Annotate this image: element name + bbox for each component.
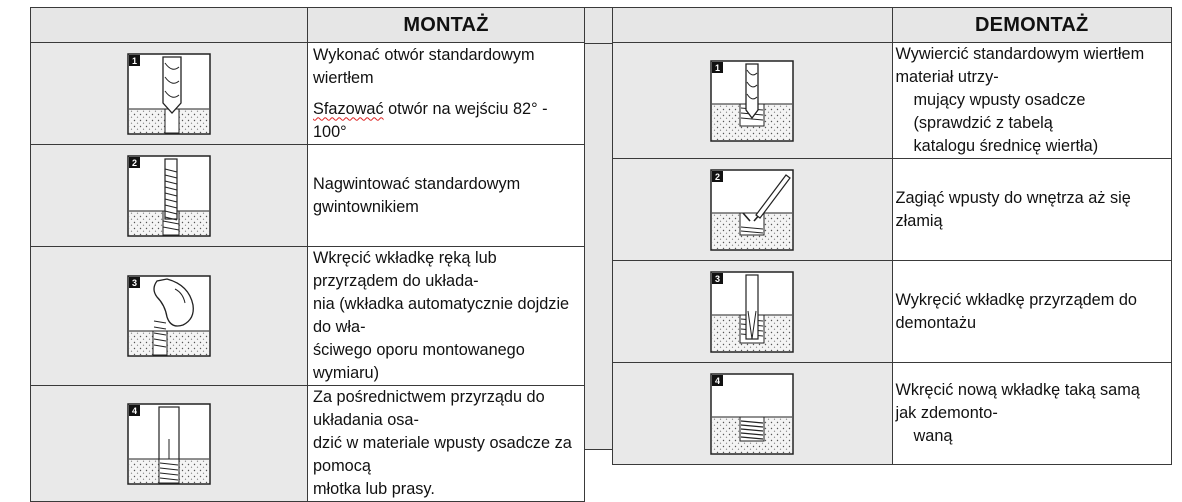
mount-step-4-illustration [31, 386, 308, 502]
svg-text:3: 3 [715, 273, 721, 284]
mount-step-3-text [308, 247, 585, 386]
svg-text:4: 4 [715, 375, 721, 386]
mount-table [30, 7, 585, 502]
demount-step-2-text [892, 159, 1172, 261]
column-separator [585, 7, 612, 450]
bend-tangs-icon [710, 169, 794, 251]
mount-step-2-line-1: Nagwintować standardowym gwintownikiem [313, 174, 521, 216]
demount-step-3 [613, 261, 1172, 363]
demount-header-blank [613, 8, 893, 43]
svg-text:1: 1 [715, 62, 721, 73]
demount-step-2 [613, 159, 1172, 261]
demount-step-2-line-1: Zagiąć wpusty do wnętrza aż się złamią [895, 188, 1131, 230]
column-separator-rule [585, 43, 612, 44]
removal-tool-icon [710, 271, 794, 353]
hand-screw-icon [127, 275, 211, 357]
mount-step-3-illustration [31, 247, 308, 386]
mount-step-1-illustration [31, 43, 308, 145]
demount-step-4 [613, 363, 1172, 465]
mount-step-4-line-1: Za pośrednictwem przyrządu do układania osa- [313, 388, 545, 429]
svg-text:2: 2 [715, 171, 721, 182]
spellcheck-word[interactable]: Sfazować [313, 99, 384, 118]
mount-step-1-line-2: Sfazować otwór na wejściu 82° - 100° [313, 99, 548, 141]
demount-step-3-line-1: Wykręcić wkładkę przyrządem do demontażu [895, 290, 1137, 332]
mount-header: MONTAŻ [308, 8, 585, 43]
mount-step-2-text [308, 145, 585, 247]
mount-step-2-illustration [31, 145, 308, 247]
demount-step-3-text [892, 261, 1172, 363]
mount-step-1 [31, 43, 585, 145]
demount-step-1-illustration [613, 43, 893, 159]
mount-header-blank [31, 8, 308, 43]
demount-step-1-text [892, 43, 1172, 159]
demount-step-1-line-2: mujący wpusty osadcze (sprawdzić z tabelą [913, 91, 1086, 132]
mount-step-4-text [308, 386, 585, 502]
tap-icon [127, 155, 211, 237]
mount-step-3 [31, 247, 585, 386]
mount-step-3-line-2: nia (wkładka automatycznie dojdzie do wła- [313, 295, 570, 336]
mount-step-2 [31, 145, 585, 247]
demount-step-4-line-2: waną [913, 427, 953, 445]
svg-text:3: 3 [131, 278, 138, 288]
new-insert-icon [710, 373, 794, 455]
demount-step-1-line-1: Wywiercić standardowym wiertłem materiał utrzy- [895, 45, 1145, 86]
mount-step-3-line-1: Wkręcić wkładkę ręką lub przyrządem do układa- [313, 249, 497, 290]
mount-step-3-line-3: ściwego oporu montowanego wymiaru) [313, 341, 525, 382]
drill-out-icon [710, 60, 794, 142]
mount-step-1-text [308, 43, 585, 145]
demount-step-1-line-3: katalogu średnicę wiertła) [913, 137, 1099, 155]
demount-step-4-line-1: Wkręcić nową wkładkę taką samą jak zdemonto- [895, 381, 1140, 422]
demount-header: DEMONTAŻ [892, 8, 1172, 43]
svg-text:1: 1 [131, 55, 138, 66]
mount-step-4-line-2: dzić w materiale wpusty osadcze za pomocą [313, 434, 572, 475]
mount-step-1-line-1: Wykonać otwór standardowym wiertłem [313, 45, 535, 87]
demount-step-1 [613, 43, 1172, 159]
drill-icon [127, 53, 211, 135]
mount-step-4-line-3: młotka lub prasy. [313, 480, 435, 498]
svg-text:2: 2 [131, 157, 138, 168]
mount-step-4 [31, 386, 585, 502]
demount-step-4-illustration [613, 363, 893, 465]
demount-step-2-illustration [613, 159, 893, 261]
demount-step-4-text [892, 363, 1172, 465]
demount-step-3-illustration [613, 261, 893, 363]
svg-text:4: 4 [131, 405, 138, 416]
demount-table [612, 7, 1172, 465]
press-insert-icon [127, 403, 211, 485]
